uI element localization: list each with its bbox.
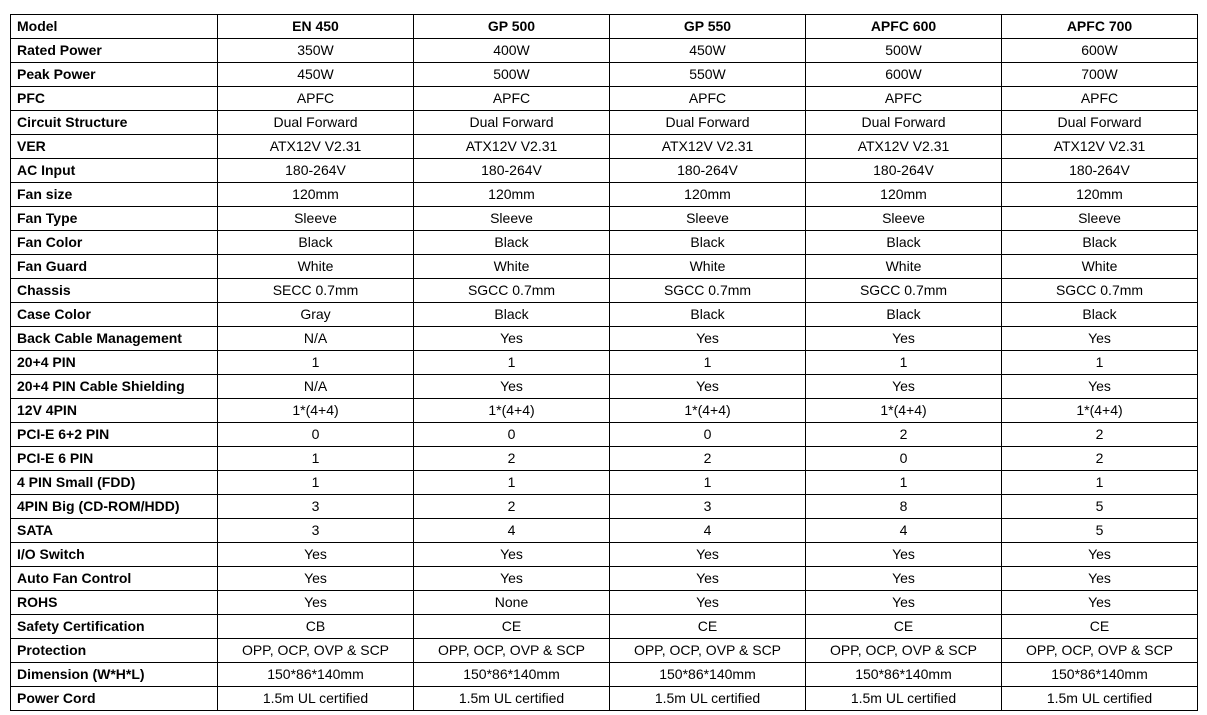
table-cell: 2 — [414, 447, 610, 471]
table-row — [11, 423, 1198, 447]
table-cell: Black — [414, 231, 610, 255]
table-row — [11, 63, 1198, 87]
table-cell: CE — [806, 615, 1002, 639]
table-cell: OPP, OCP, OVP & SCP — [806, 639, 1002, 663]
table-cell: White — [218, 255, 414, 279]
table-cell: Yes — [610, 375, 806, 399]
table-cell: 120mm — [414, 183, 610, 207]
table-cell: CB — [218, 615, 414, 639]
table-cell: White — [414, 255, 610, 279]
header-cell-model: Model — [11, 15, 218, 39]
table-cell: Dual Forward — [610, 111, 806, 135]
table-cell: 1 — [610, 351, 806, 375]
table-cell: Dual Forward — [806, 111, 1002, 135]
table-cell: 180-264V — [414, 159, 610, 183]
table-cell: Sleeve — [414, 207, 610, 231]
table-cell: Yes — [414, 543, 610, 567]
table-cell: Yes — [414, 327, 610, 351]
table-cell: OPP, OCP, OVP & SCP — [610, 639, 806, 663]
row-label: Fan Color — [11, 231, 218, 255]
header-cell-gp550: GP 550 — [610, 15, 806, 39]
row-label: I/O Switch — [11, 543, 218, 567]
table-cell: 450W — [610, 39, 806, 63]
table-cell: Yes — [610, 591, 806, 615]
table-cell: Yes — [610, 567, 806, 591]
table-row — [11, 207, 1198, 231]
table-cell: Black — [610, 303, 806, 327]
row-label: AC Input — [11, 159, 218, 183]
header-cell-en450: EN 450 — [218, 15, 414, 39]
table-cell: 1.5m UL certified — [1002, 687, 1198, 711]
table-cell: Dual Forward — [1002, 111, 1198, 135]
table-cell: White — [806, 255, 1002, 279]
table-cell: White — [610, 255, 806, 279]
row-label: SATA — [11, 519, 218, 543]
table-cell: 150*86*140mm — [806, 663, 1002, 687]
table-row — [11, 375, 1198, 399]
table-cell: Black — [218, 231, 414, 255]
table-body — [11, 39, 1198, 711]
table-cell: 350W — [218, 39, 414, 63]
row-label: 12V 4PIN — [11, 399, 218, 423]
table-cell: 180-264V — [1002, 159, 1198, 183]
table-cell: OPP, OCP, OVP & SCP — [1002, 639, 1198, 663]
table-cell: 0 — [218, 423, 414, 447]
row-label: Safety Certification — [11, 615, 218, 639]
table-cell: Black — [610, 231, 806, 255]
table-cell: Yes — [218, 543, 414, 567]
table-cell: Yes — [1002, 567, 1198, 591]
row-label: 20+4 PIN Cable Shielding — [11, 375, 218, 399]
table-cell: 500W — [414, 63, 610, 87]
table-row — [11, 567, 1198, 591]
table-cell: 700W — [1002, 63, 1198, 87]
table-cell: 1 — [806, 351, 1002, 375]
table-cell: Yes — [806, 591, 1002, 615]
table-cell: 180-264V — [610, 159, 806, 183]
table-cell: SECC 0.7mm — [218, 279, 414, 303]
table-cell: Sleeve — [218, 207, 414, 231]
table-cell: 8 — [806, 495, 1002, 519]
table-row — [11, 135, 1198, 159]
table-row — [11, 231, 1198, 255]
table-cell: 3 — [610, 495, 806, 519]
table-cell: Sleeve — [806, 207, 1002, 231]
table-cell: 500W — [806, 39, 1002, 63]
table-cell: 5 — [1002, 519, 1198, 543]
table-cell: 1*(4+4) — [806, 399, 1002, 423]
table-cell: 600W — [806, 63, 1002, 87]
table-cell: Sleeve — [1002, 207, 1198, 231]
table-cell: CE — [610, 615, 806, 639]
table-cell: 1*(4+4) — [1002, 399, 1198, 423]
table-cell: 120mm — [610, 183, 806, 207]
table-row — [11, 663, 1198, 687]
table-cell: CE — [1002, 615, 1198, 639]
table-cell: Yes — [1002, 327, 1198, 351]
table-cell: Yes — [806, 375, 1002, 399]
header-row — [11, 15, 1198, 39]
table-cell: 150*86*140mm — [218, 663, 414, 687]
header-cell-apfc600: APFC 600 — [806, 15, 1002, 39]
table-row — [11, 39, 1198, 63]
table-cell: 2 — [806, 423, 1002, 447]
row-label: Power Cord — [11, 687, 218, 711]
table-cell: Black — [806, 231, 1002, 255]
table-cell: 1 — [414, 351, 610, 375]
row-label: Case Color — [11, 303, 218, 327]
table-cell: SGCC 0.7mm — [414, 279, 610, 303]
row-label: PCI-E 6 PIN — [11, 447, 218, 471]
row-label: PFC — [11, 87, 218, 111]
table-cell: 550W — [610, 63, 806, 87]
table-cell: APFC — [806, 87, 1002, 111]
table-cell: Yes — [806, 327, 1002, 351]
table-cell: 0 — [414, 423, 610, 447]
table-cell: 0 — [610, 423, 806, 447]
table-row — [11, 159, 1198, 183]
table-row — [11, 279, 1198, 303]
table-cell: 1.5m UL certified — [414, 687, 610, 711]
table-cell: ATX12V V2.31 — [610, 135, 806, 159]
table-row — [11, 255, 1198, 279]
table-cell: 2 — [610, 447, 806, 471]
table-row — [11, 639, 1198, 663]
table-row — [11, 87, 1198, 111]
row-label: 4 PIN Small (FDD) — [11, 471, 218, 495]
table-cell: 2 — [1002, 423, 1198, 447]
row-label: VER — [11, 135, 218, 159]
table-row — [11, 111, 1198, 135]
table-cell: 2 — [414, 495, 610, 519]
row-label: Auto Fan Control — [11, 567, 218, 591]
table-cell: 400W — [414, 39, 610, 63]
table-cell: ATX12V V2.31 — [218, 135, 414, 159]
table-cell: OPP, OCP, OVP & SCP — [218, 639, 414, 663]
table-cell: Yes — [806, 543, 1002, 567]
table-cell: 4 — [610, 519, 806, 543]
table-cell: APFC — [1002, 87, 1198, 111]
table-cell: Gray — [218, 303, 414, 327]
table-cell: APFC — [414, 87, 610, 111]
table-cell: 0 — [806, 447, 1002, 471]
table-cell: 3 — [218, 519, 414, 543]
table-cell: Black — [806, 303, 1002, 327]
table-row — [11, 615, 1198, 639]
table-cell: SGCC 0.7mm — [1002, 279, 1198, 303]
table-cell: 1*(4+4) — [610, 399, 806, 423]
table-cell: 1*(4+4) — [414, 399, 610, 423]
table-cell: N/A — [218, 375, 414, 399]
table-cell: 600W — [1002, 39, 1198, 63]
table-cell: Black — [1002, 231, 1198, 255]
row-label: Fan size — [11, 183, 218, 207]
table-row — [11, 303, 1198, 327]
table-cell: Black — [414, 303, 610, 327]
table-cell: ATX12V V2.31 — [806, 135, 1002, 159]
row-label: ROHS — [11, 591, 218, 615]
table-cell: 1 — [218, 447, 414, 471]
table-cell: 4 — [806, 519, 1002, 543]
table-cell: 1*(4+4) — [218, 399, 414, 423]
table-cell: 450W — [218, 63, 414, 87]
table-cell: 1 — [218, 471, 414, 495]
table-cell: 120mm — [1002, 183, 1198, 207]
row-label: Dimension (W*H*L) — [11, 663, 218, 687]
table-row — [11, 327, 1198, 351]
row-label: Peak Power — [11, 63, 218, 87]
table-row — [11, 471, 1198, 495]
table-row — [11, 495, 1198, 519]
table-cell: APFC — [218, 87, 414, 111]
header-cell-apfc700: APFC 700 — [1002, 15, 1198, 39]
row-label: 4PIN Big (CD-ROM/HDD) — [11, 495, 218, 519]
table-cell: Yes — [218, 567, 414, 591]
table-cell: ATX12V V2.31 — [414, 135, 610, 159]
table-cell: 1 — [414, 471, 610, 495]
row-label: Back Cable Management — [11, 327, 218, 351]
table-cell: 3 — [218, 495, 414, 519]
table-cell: 150*86*140mm — [610, 663, 806, 687]
table-cell: 2 — [1002, 447, 1198, 471]
table-cell: None — [414, 591, 610, 615]
table-row — [11, 399, 1198, 423]
table-cell: CE — [414, 615, 610, 639]
table-cell: Dual Forward — [414, 111, 610, 135]
table-cell: 120mm — [806, 183, 1002, 207]
table-cell: Yes — [414, 375, 610, 399]
table-cell: 150*86*140mm — [414, 663, 610, 687]
table-cell: 1 — [1002, 351, 1198, 375]
table-cell: SGCC 0.7mm — [806, 279, 1002, 303]
table-cell: White — [1002, 255, 1198, 279]
table-cell: 180-264V — [218, 159, 414, 183]
table-cell: 5 — [1002, 495, 1198, 519]
table-cell: 1 — [1002, 471, 1198, 495]
table-cell: Yes — [610, 327, 806, 351]
table-cell: ATX12V V2.31 — [1002, 135, 1198, 159]
table-cell: SGCC 0.7mm — [610, 279, 806, 303]
table-row — [11, 687, 1198, 711]
table-cell: 150*86*140mm — [1002, 663, 1198, 687]
table-cell: 1.5m UL certified — [610, 687, 806, 711]
table-row — [11, 543, 1198, 567]
table-cell: Yes — [610, 543, 806, 567]
header-cell-gp500: GP 500 — [414, 15, 610, 39]
row-label: Protection — [11, 639, 218, 663]
table-cell: Yes — [1002, 375, 1198, 399]
table-row — [11, 351, 1198, 375]
table-row — [11, 591, 1198, 615]
table-cell: APFC — [610, 87, 806, 111]
table-cell: OPP, OCP, OVP & SCP — [414, 639, 610, 663]
table-cell: Yes — [414, 567, 610, 591]
table-cell: 180-264V — [806, 159, 1002, 183]
table-cell: 1 — [218, 351, 414, 375]
spec-table — [10, 14, 1198, 711]
row-label: Rated Power — [11, 39, 218, 63]
row-label: Fan Guard — [11, 255, 218, 279]
table-cell: Yes — [806, 567, 1002, 591]
table-cell: Dual Forward — [218, 111, 414, 135]
row-label: Circuit Structure — [11, 111, 218, 135]
table-row — [11, 447, 1198, 471]
table-cell: N/A — [218, 327, 414, 351]
row-label: Fan Type — [11, 207, 218, 231]
table-cell: 120mm — [218, 183, 414, 207]
table-cell: Black — [1002, 303, 1198, 327]
row-label: PCI-E 6+2 PIN — [11, 423, 218, 447]
table-row — [11, 519, 1198, 543]
table-cell: Sleeve — [610, 207, 806, 231]
table-cell: 1 — [610, 471, 806, 495]
table-cell: 1.5m UL certified — [806, 687, 1002, 711]
table-cell: Yes — [1002, 591, 1198, 615]
table-cell: 1 — [806, 471, 1002, 495]
row-label: Chassis — [11, 279, 218, 303]
table-cell: Yes — [1002, 543, 1198, 567]
table-cell: Yes — [218, 591, 414, 615]
row-label: 20+4 PIN — [11, 351, 218, 375]
table-cell: 1.5m UL certified — [218, 687, 414, 711]
table-cell: 4 — [414, 519, 610, 543]
table-row — [11, 183, 1198, 207]
